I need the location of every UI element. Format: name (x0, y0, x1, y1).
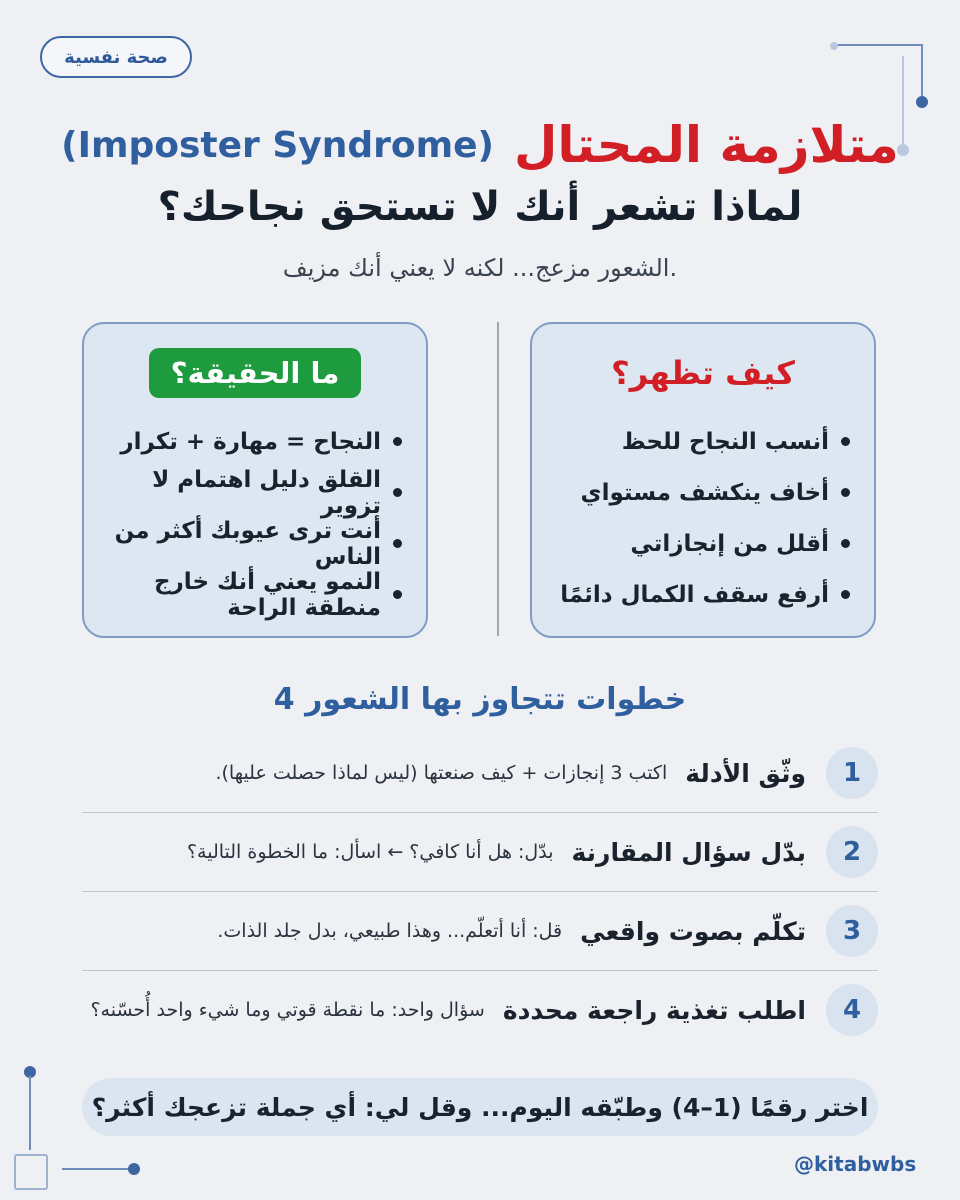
step-row (82, 734, 878, 812)
bullet-icon (393, 437, 402, 446)
step-number: 1 (826, 747, 878, 799)
step-description: قل: أنا أتعلّم... وهذا طبيعي، بدل جلد الذات. (217, 920, 563, 942)
list-item-text: القلق دليل اهتمام لا تزوير (152, 466, 381, 519)
truth-heading: ما الحقيقة؟ (149, 348, 361, 398)
step-number: 3 (826, 905, 878, 957)
bullet-icon (841, 590, 850, 599)
truth-list (108, 416, 402, 620)
category-badge: صحة نفسية (40, 36, 192, 78)
bullet-icon (393, 590, 402, 599)
truth-card (82, 322, 428, 638)
circuit-dot (830, 42, 838, 50)
subtitle: لماذا تشعر أنك لا تستحق نجاحك؟ (157, 184, 803, 230)
circuit-dot (916, 96, 928, 108)
list-item-text: أرفع سقف الكمال دائمًا (560, 581, 829, 608)
bullet-icon (841, 488, 850, 497)
bullet-icon (841, 437, 850, 446)
list-item-text: أقلل من إنجازاتي (630, 530, 829, 557)
step-description: بدّل: هل أنا كافي؟ ← اسأل: ما الخطوة التالية؟ (186, 841, 554, 863)
circuit-line (921, 44, 923, 100)
list-item-text: النجاح = مهارة + تكرار (120, 428, 381, 455)
step-title: تكلّم بصوت واقعي (580, 916, 806, 946)
step-row (82, 813, 878, 891)
corner-square (14, 1154, 48, 1190)
step-number: 4 (826, 984, 878, 1036)
circuit-dot (128, 1163, 140, 1175)
card-divider (497, 322, 499, 636)
list-item-text: أخاف ينكشف مستواي (580, 479, 829, 506)
list-item-text: النمو يعني أنك خارج منطقة الراحة (153, 568, 381, 621)
step-title: اطلب تغذية راجعة محددة (502, 995, 806, 1025)
title-english: (Imposter Syndrome) (61, 124, 495, 166)
list-item-text: أنسب النجاح للحظ (621, 428, 829, 455)
title-row (0, 112, 960, 178)
list-item (108, 518, 402, 569)
bullet-icon (393, 488, 402, 497)
list-item (108, 416, 402, 467)
steps-title: 4 خطوات تتجاوز بها الشعور (273, 682, 687, 717)
step-description: سؤال واحد: ما نقطة قوتي وما شيء واحد أُحسّنه؟ (90, 999, 485, 1021)
circuit-line (62, 1168, 132, 1170)
list-item (556, 416, 850, 467)
list-item (556, 569, 850, 620)
step-row (82, 892, 878, 970)
circuit-line (29, 1076, 31, 1150)
list-item (556, 467, 850, 518)
how-heading: كيف تظهر؟ (611, 354, 795, 392)
social-handle: @kitabwbs (794, 1152, 917, 1176)
step-title: بدّل سؤال المقارنة (571, 837, 806, 867)
list-item (108, 569, 402, 620)
step-title: وثّق الأدلة (685, 758, 806, 788)
call-to-action: اختر رقمًا (1–4) وطبّقه اليوم... وقل لي: أي جملة تزعجك أكثر؟ (82, 1078, 878, 1136)
how-it-appears-card (530, 322, 876, 638)
tagline: الشعور مزعج... لكنه لا يعني أنك مزيف. (282, 254, 678, 282)
list-item (556, 518, 850, 569)
bullet-icon (841, 539, 850, 548)
step-number: 2 (826, 826, 878, 878)
step-description: اكتب 3 إنجازات + كيف صنعتها (ليس لماذا حصلت عليها). (215, 762, 668, 784)
step-row (82, 971, 878, 1049)
how-list (556, 416, 850, 620)
circuit-line (838, 44, 922, 46)
list-item (108, 467, 402, 518)
list-item-text: أنت ترى عيوبك أكثر من الناس (114, 517, 381, 570)
bullet-icon (393, 539, 402, 548)
title-arabic: متلازمة المحتال (514, 116, 899, 174)
